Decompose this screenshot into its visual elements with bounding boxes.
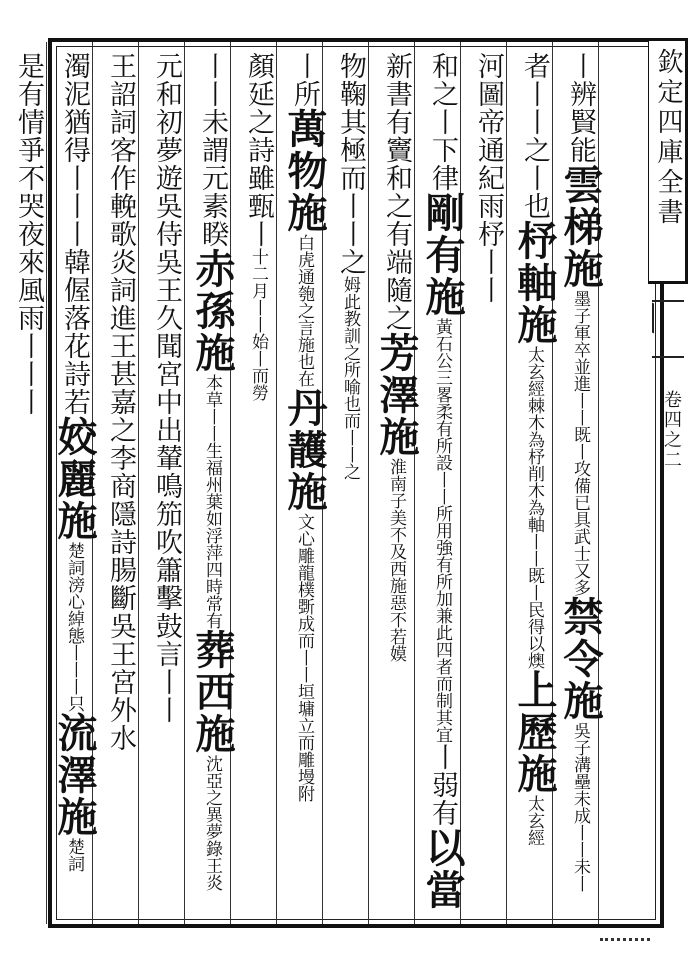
headword: 丹䨼施 (281, 387, 328, 513)
text-column (372, 52, 420, 914)
annotation: 吳子溝壘未成丨丨未丨 (570, 722, 590, 892)
headword: 上歷施 (511, 669, 558, 795)
text-column (556, 52, 604, 914)
annotation: 黃石公三畧柔有所設丨丨所用強有所加兼此四者而制其宜 (432, 318, 452, 743)
annotation: 姆此教訓之所喻也而丨丨之 (340, 276, 360, 480)
text-column (188, 52, 236, 914)
annotation: 本草丨丨生福州葉如浮萍四時常有 (202, 374, 222, 629)
body-text: 丨所 (289, 52, 320, 108)
text-column (4, 52, 52, 914)
headword: 赤孫施 (189, 248, 236, 374)
headword: 萬物施 (281, 108, 328, 234)
text-column (280, 52, 328, 914)
annotation: 淮南子美不及西施惡不若嫫 (386, 458, 406, 662)
body-text: 丨弱有 (427, 743, 458, 827)
text-column (510, 52, 558, 914)
text-column (50, 52, 98, 914)
text-column (326, 52, 374, 914)
text-column (464, 52, 512, 914)
body-text: 丨丨未謂元素睽 (197, 52, 228, 248)
body-text: 和之丨下律 (427, 52, 458, 192)
bottom-dotted-mark (600, 938, 650, 941)
headword: 以當 (419, 827, 466, 911)
annotation: 白虎通匏之言施也在 (294, 234, 314, 387)
headword: 流澤施 (51, 712, 98, 838)
annotation: 太玄經棘木為杼削木為軸丨丨既丨民得以燠 (524, 346, 544, 669)
annotation: 文心雕龍樸斲成而丨丨垣墉立而雕墁附 (294, 513, 314, 802)
body-text: 元和初夢遊吳侍吳王久聞宮中出輦鳴笳吹簫擊鼓言丨丨 (151, 52, 182, 724)
annotation: 墨子軍卒並進丨丨既丨攻備已具武士又多 (570, 290, 590, 596)
annotation: 太玄經 (524, 795, 544, 846)
body-text: 河圖帝通紀雨 (473, 52, 504, 220)
body-text: 顏延之詩雖甄丨 (243, 52, 274, 248)
annotation: 楚詞滂心綽態丨丨丨只 (64, 542, 84, 712)
body-text: 是有情爭不哭夜來風雨丨丨丨 (13, 52, 44, 416)
volume-label: 卷四之二 (661, 390, 682, 470)
headword: 姣麗施 (51, 416, 98, 542)
headword: 雲梯施 (557, 164, 604, 290)
annotation: 楚詞 (64, 838, 84, 872)
annotation: 十二月丨丨始丨而勞 (248, 248, 268, 401)
headword: 杼軸施 (511, 220, 558, 346)
body-text: 濁泥猶得丨丨丨韓偓落花詩若 (59, 52, 90, 416)
text-column (96, 52, 144, 914)
body-text: 者丨丨之丨也 (519, 52, 550, 220)
body-text: 丨辨 (565, 52, 596, 108)
body-text: 杼丨丨 (473, 220, 504, 304)
fish-tail-mark (652, 300, 684, 358)
headword: 葬西施 (189, 629, 236, 755)
annotation: 沈亞之異夢錄王炎 (202, 755, 222, 891)
headword: 禁令施 (557, 596, 604, 722)
body-text: 新書有竇和之有端隨之 (381, 52, 412, 332)
book-title: 欽定四庫全書 (653, 48, 683, 228)
body-text: 王詔詞客作輓歌炎詞進王甚嘉之李商隱詩腸斷吳王宮外水 (105, 52, 136, 752)
text-column (234, 52, 282, 914)
text-column (142, 52, 190, 914)
body-text: 賢能 (565, 108, 596, 164)
text-column (418, 52, 466, 914)
headword: 剛有施 (419, 192, 466, 318)
body-text: 物鞠其極而丨丨之 (335, 52, 366, 276)
headword: 芳澤施 (373, 332, 420, 458)
